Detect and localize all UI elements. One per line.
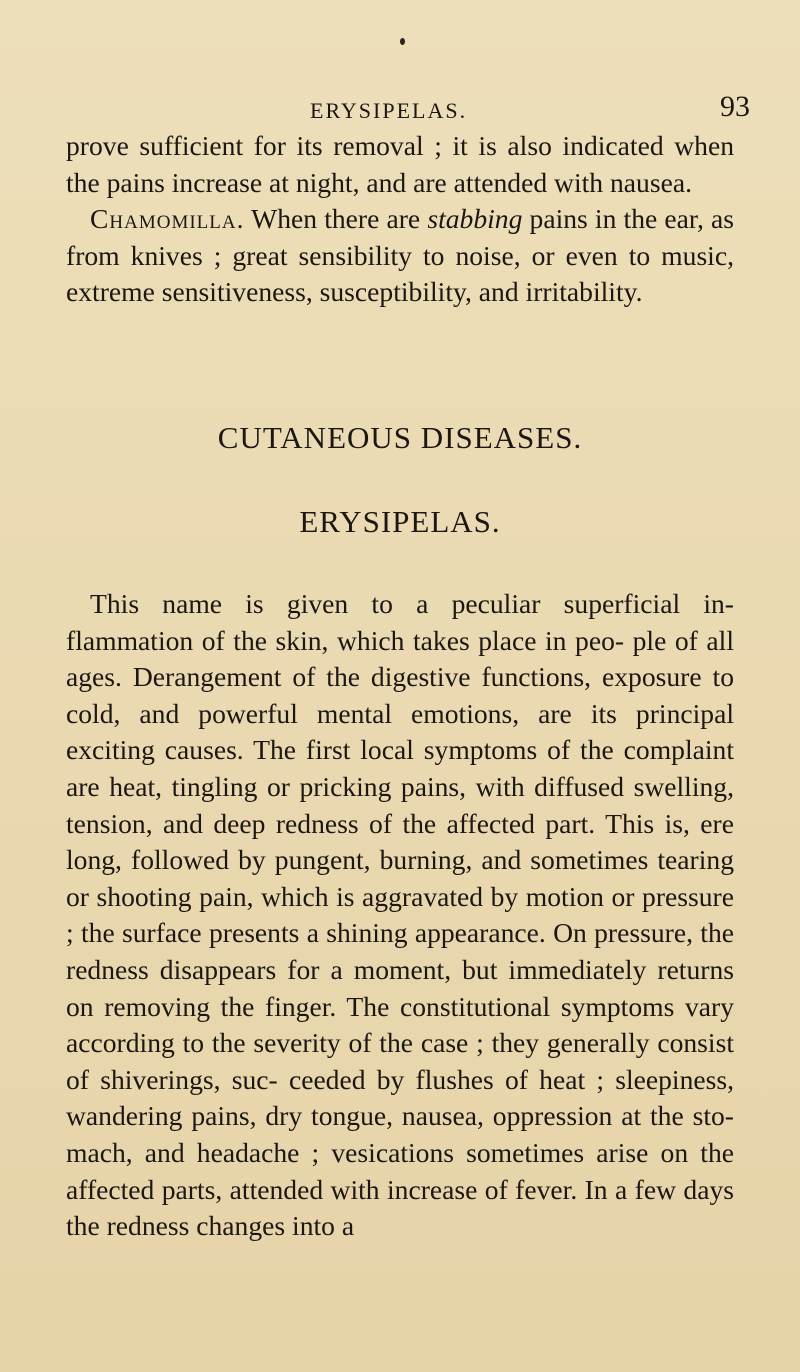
subsection-heading: ERYSIPELAS. (299, 504, 501, 539)
remedy-name: Chamomilla. (90, 203, 245, 235)
intro-paragraph: prove sufficient for its removal ; it is also indicated when the pains increase at night, and are attended with nausea. (66, 130, 734, 198)
erysipelas-text-block (66, 586, 734, 1245)
continued-text-block (66, 128, 734, 311)
remedy-paragraph (66, 201, 734, 311)
section-heading: CUTANEOUS DISEASES. (217, 420, 583, 455)
page-number: 93 (720, 90, 750, 123)
remedy-text-a: When there are (244, 203, 428, 235)
running-head: ERYSIPELAS. (310, 98, 468, 123)
ink-speck (400, 38, 405, 45)
body-paragraph: This name is given to a peculiar superficial in- flammation of the skin, which takes place in peo- ple of all ages. Derangement of the digestive functions, exposure to cold, and powerful mental emotions, are its principal exciting causes. The first local symptoms of the complaint are heat, tingling or pricking pains, with diffused swelling, tension, and deep redness of the affected part. This is, ere long, followed by pungent, burning, and sometimes tearing or shooting pain, which is aggravated by motion or pressure ; the surface presents a shining appearance. On pressure, the redness disappears for a moment, but immediately returns on removing the finger. The constitutional symptoms vary according to the severity of the case ; they generally consist of shiverings, suc- ceeded by flushes of heat ; sleepiness, wandering pains, dry tongue, nausea, oppression at the sto- mach, and headache ; vesications sometimes arise on the affected parts, attended with increase of fever. In a few days the redness changes into a (66, 588, 734, 1242)
remedy-text-b: pains in the ear, as from knives ; great sensibility to noise, or even to music, extreme sensitiveness, susceptibility, and irritability. (66, 203, 734, 308)
remedy-emphasis: stabbing (427, 203, 523, 235)
